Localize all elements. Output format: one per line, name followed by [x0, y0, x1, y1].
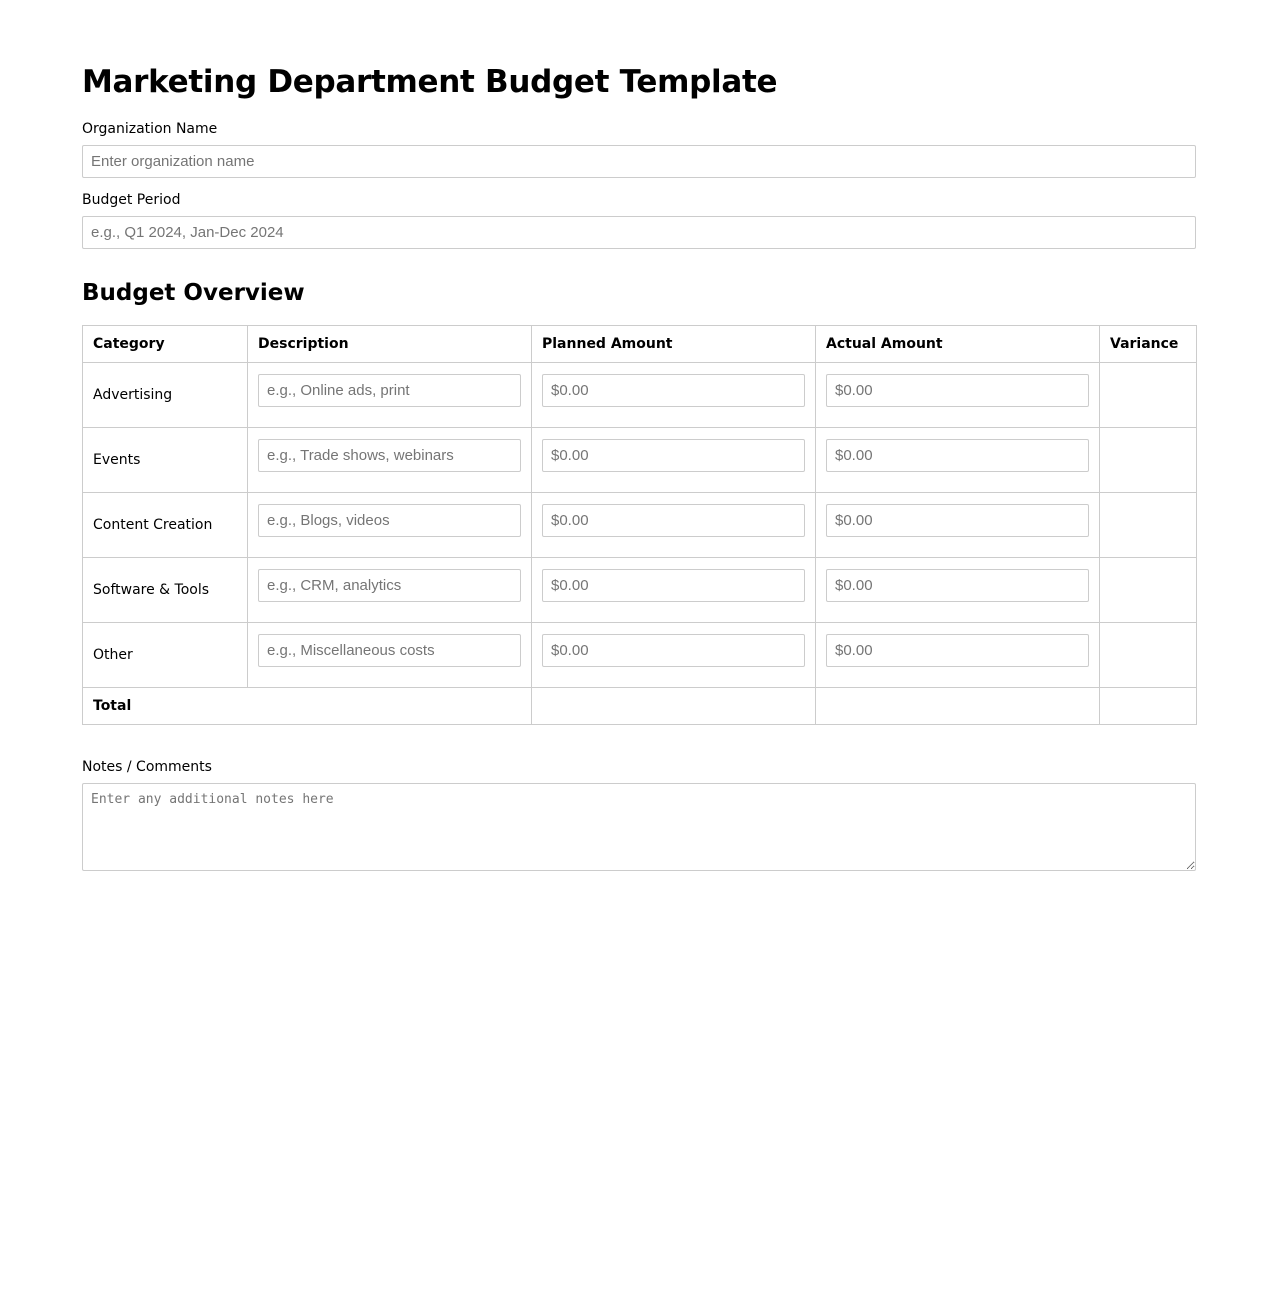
variance-cell [1100, 558, 1197, 623]
planned-amount-input[interactable] [542, 374, 805, 407]
actual-amount-input[interactable] [826, 634, 1089, 667]
description-input[interactable] [258, 634, 521, 667]
column-header-planned-amount: Planned Amount [532, 326, 816, 363]
actual-amount-input[interactable] [826, 504, 1089, 537]
table-row-content-creation [83, 493, 1197, 558]
notes-label: Notes / Comments [82, 759, 212, 775]
actual-amount-input[interactable] [826, 439, 1089, 472]
planned-amount-input[interactable] [542, 569, 805, 602]
category-cell: Advertising [83, 363, 248, 428]
variance-cell [1100, 623, 1197, 688]
column-header-description: Description [248, 326, 532, 363]
budget-period-input[interactable] [82, 216, 1196, 249]
notes-textarea[interactable] [82, 783, 1196, 871]
total-label: Total [83, 688, 532, 725]
planned-amount-input[interactable] [542, 634, 805, 667]
organization-name-input[interactable] [82, 145, 1196, 178]
total-actual-cell [816, 688, 1100, 725]
total-planned-cell [532, 688, 816, 725]
budget-overview-heading: Budget Overview [82, 280, 305, 306]
actual-amount-input[interactable] [826, 374, 1089, 407]
category-cell: Events [83, 428, 248, 493]
column-header-category: Category [83, 326, 248, 363]
table-row-advertising [83, 363, 1197, 428]
category-cell: Content Creation [83, 493, 248, 558]
description-input[interactable] [258, 374, 521, 407]
table-header-row [83, 326, 1197, 363]
planned-amount-input[interactable] [542, 439, 805, 472]
total-variance-cell [1100, 688, 1197, 725]
category-cell: Other [83, 623, 248, 688]
budget-period-label: Budget Period [82, 192, 181, 208]
column-header-actual-amount: Actual Amount [816, 326, 1100, 363]
table-row-software-tools [83, 558, 1197, 623]
actual-amount-input[interactable] [826, 569, 1089, 602]
table-row-events [83, 428, 1197, 493]
table-row-other [83, 623, 1197, 688]
variance-cell [1100, 428, 1197, 493]
description-input[interactable] [258, 569, 521, 602]
page-title: Marketing Department Budget Template [82, 64, 778, 100]
budget-overview-table [82, 325, 1197, 725]
description-input[interactable] [258, 439, 521, 472]
planned-amount-input[interactable] [542, 504, 805, 537]
variance-cell [1100, 493, 1197, 558]
table-row-total [83, 688, 1197, 725]
category-cell: Software & Tools [83, 558, 248, 623]
column-header-variance: Variance [1100, 326, 1197, 363]
description-input[interactable] [258, 504, 521, 537]
variance-cell [1100, 363, 1197, 428]
organization-name-label: Organization Name [82, 121, 218, 137]
